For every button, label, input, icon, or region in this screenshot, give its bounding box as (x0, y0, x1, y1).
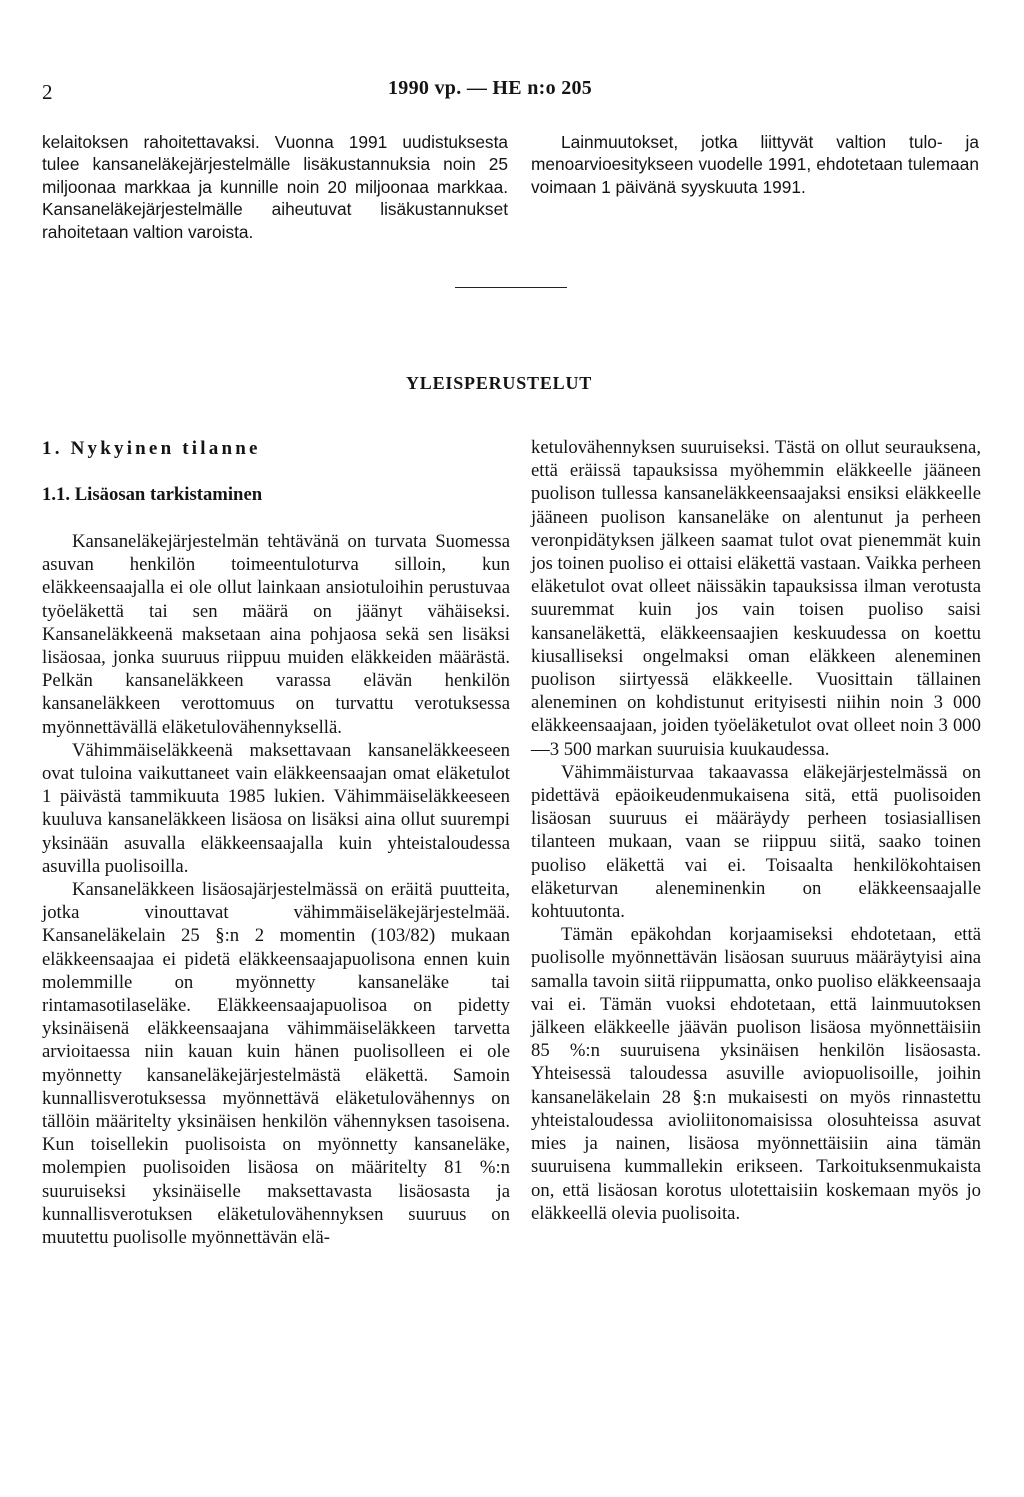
top-left-text-block (42, 131, 508, 243)
body-paragraph: Vähimmäiseläkkeenä maksettavaan kansaneläkkeeseen ovat tuloina vaikuttaneet vain eläkkeensaajan omat eläketulot 1 päivästä tammikuuta 1985 lukien. Vähimmäiseläkkeeseen kuuluva kansaneläkkeen lisäosa on lisäksi aina ollut suurempi yksinään asuvalla eläkkeensaajalla kuin yhteistaloudessa asuvilla puolisoilla. (42, 739, 510, 877)
body-paragraph: Vähimmäisturvaa takaavassa eläkejärjestelmässä on pidettävä epäoikeudenmukaisena sitä, että puolisoiden lisäosan suuruus ei määräydy perheen tosiasiallisen tilanteen mukaan, vaan se riippuu siitä, saako toinen puoliso eläkettä vai ei. Toisaalta henkilökohtaisen eläketurvan aleneminenkin on eläkkeensaajalle kohtuutonta. (531, 761, 981, 923)
running-head: 1990 vp. — HE n:o 205 (388, 77, 593, 99)
body-paragraph: Tämän epäkohdan korjaamiseksi ehdotetaan, että puolisolle myönnettävän lisäosan suuruus määräytyisi aina samalla tavoin siitä riippumatta, onko puoliso eläkkeensaaja vai ei. Tämän vuoksi ehdotetaan, että lainmuutoksen jälkeen eläkkeelle jäävän puolison lisäosa myönnettäisiin 85 %:n suuruisena yksinäisen henkilön lisäosasta. Yhteisessä taloudessa asuville aviopuolisoille, joihin kansaneläkelain 28 §:n mukaisesti on myös rinnastettu yhteistaloudessa avioliitonomaisissa olosuhteissa asuvat mies ja nainen, lisäosa myönnettäisiin aina tämän suuruisena kummallekin erikseen. Tarkoituksenmukaista on, että lisäosan korotus ulotettaisiin koskemaan myös jo eläkkeellä olevia puolisoita. (531, 924, 981, 1224)
heading-level-1: 1. Nykyinen tilanne (42, 438, 261, 459)
right-body-column (531, 436, 981, 1225)
page-number: 2 (42, 80, 53, 104)
top-right-paragraph: Lainmuutokset, jotka liittyvät valtion tulo- ja menoarvioesitykseen vuodelle 1991, ehdotetaan tulemaan voimaan 1 päivänä syyskuuta 1991. (531, 132, 979, 197)
top-left-paragraph: kelaitoksen rahoitettavaksi. Vuonna 1991 uudistuksesta tulee kansaneläkejärjestelmälle lisäkustannuksia noin 25 miljoonaa markkaa ja kunnille noin 20 miljoonaa markkaa. Kansaneläkejärjestelmälle aiheutuvat lisäkustannukset rahoitetaan valtion varoista. (42, 132, 508, 242)
body-paragraph: ketulovähennyksen suuruiseksi. Tästä on ollut seurauksena, että eräissä tapauksissa myöhemmin eläkkeelle jääneen puolison tullessa kansaneläkkeensaajaksi ensiksi eläkkeelle jääneen puolison kansaneläke on alentunut ja perheen veronpidätyksen jälkeen saamat tulot ovat pienemmät kuin jos toinen puoliso ei ottaisi eläkettä vastaan. Vaikka perheen eläketulot ovat olleet näissäkin tapauksissa ilman verotusta suuremmat kuin jos vain toisen puoliso saisi kansaneläkettä, eläkkeensaajien keskuudessa on koettu kiusalliseksi ongelmaksi oman eläkkeen aleneminen puolison siirtyessä eläkkeelle. Vuosittain tällainen aleneminen on kohdistunut erityisesti niihin noin 3 000 eläkkeensaajaan, joiden työeläketulot ovat olleet noin 3 000—3 500 markan suuruisia kuukaudessa. (531, 437, 981, 760)
heading-level-2: 1.1. Lisäosan tarkistaminen (42, 484, 263, 505)
top-right-text-block (531, 131, 979, 198)
left-body-column (42, 530, 510, 1249)
body-paragraph: Kansaneläkejärjestelmän tehtävänä on turvata Suomessa asuvan henkilön toimeentuloturva silloin, kun eläkkeensaajalla ei ole ollut lainkaan ansiotuloihin perustuvaa työeläkettä tai sen määrä on jäänyt vähäiseksi. Kansaneläkkeenä maksetaan aina pohjaosa sekä sen lisäksi lisäosaa, jonka suuruus riippuu muiden eläkkeiden määrästä. Pelkän kansaneläkkeen varassa elävän henkilön kansaneläkkeen verottomuus on turvattu verotuksessa myönnettävällä eläketulovähennyksellä. (42, 531, 510, 738)
separator-rule (455, 287, 567, 288)
body-paragraph: Kansaneläkkeen lisäosajärjestelmässä on eräitä puutteita, jotka vinouttavat vähimmäiseläkejärjestelmää. Kansaneläkelain 25 §:n 2 momentin (103/82) mukaan eläkkeensaajaa ei pidetä eläkkeensaajapuolisona ennen kuin molemmille on myönnetty kansaneläke tai rintamasotilaseläke. Eläkkeensaajapuolisoa on pidetty yksinäisenä eläkkeensaajana vähimmäiseläkkeen tarvetta arvioitaessa niin kauan kuin hänen puolisolleen ei ole myönnetty kansaneläkejärjestelmästä eläkettä. Samoin kunnallisverotuksessa myönnettävä eläketulovähennys on tällöin määritelty yksinäisen henkilön vähennyksen tasoisena. Kun toisellekin puolisoista on myönnetty kansaneläke, molempien puolisoiden lisäosa on määritelty 81 %:n suuruiseksi yksinäiselle maksettavasta lisäosasta ja kunnallisverotuksen eläketulovähennyksen suuruus on muutettu puolisolle myönnettävän elä- (42, 879, 510, 1249)
section-title: YLEISPERUSTELUT (406, 373, 593, 393)
